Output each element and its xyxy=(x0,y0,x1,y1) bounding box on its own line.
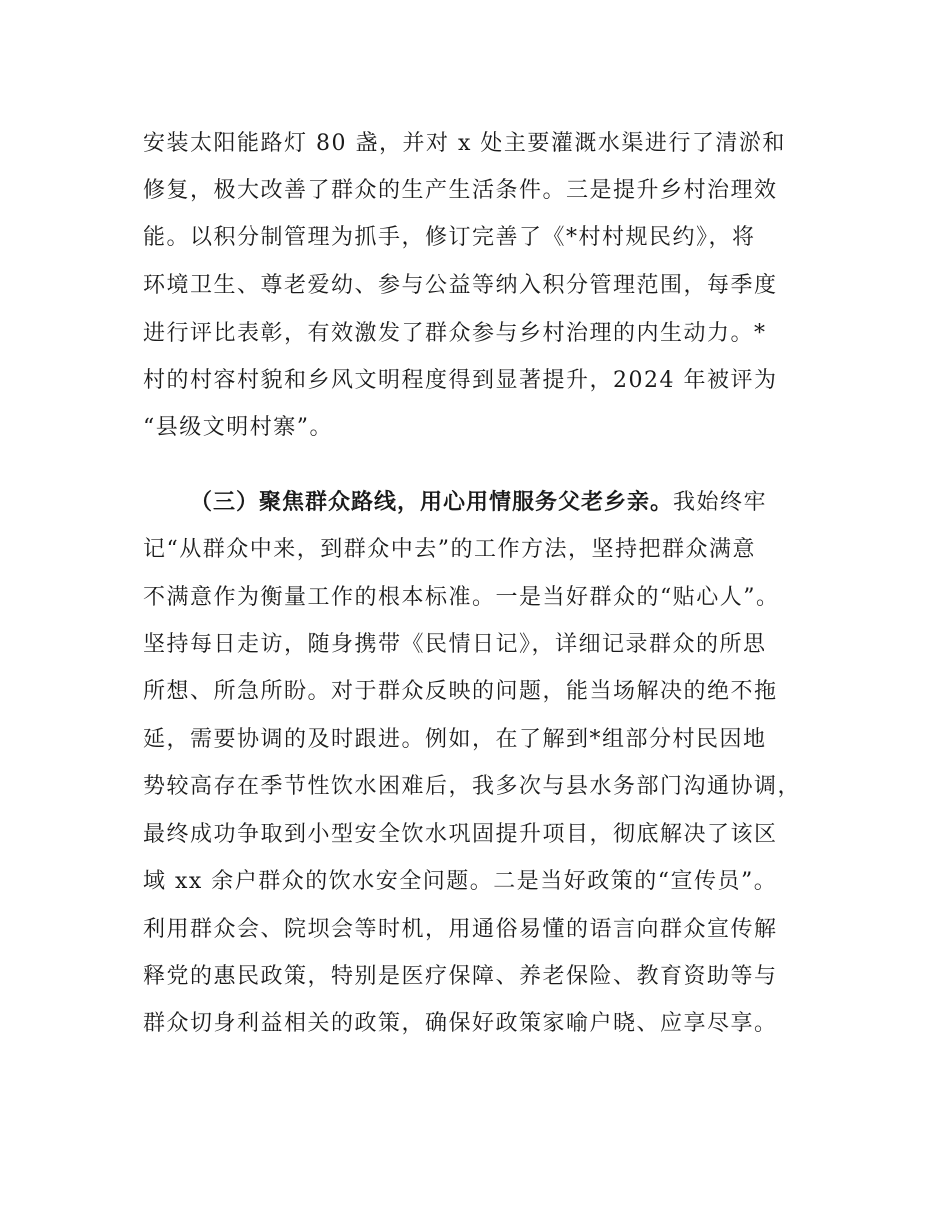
paragraph-2-first-line-text: 我始终牢 xyxy=(673,490,768,515)
paragraph-2-line-11: 群众切身利益相关的政策，确保好政策家喻户晓、应享尽享。 xyxy=(143,1011,778,1036)
paragraph-1-line-7: “县级文明村寨”。 xyxy=(143,415,333,440)
section-heading: （三）聚焦群众路线，用心用情服务父老乡亲。 xyxy=(190,490,674,515)
paragraph-2-first-line xyxy=(190,489,767,517)
paragraph-2-line-7: 最终成功争取到小型安全饮水巩固提升项目，彻底解决了该区 xyxy=(143,822,778,847)
paragraph-1-line-1: 安装太阳能路灯 80 盏，并对 x 处主要灌溉水渠进行了清淤和 xyxy=(143,131,786,156)
paragraph-2-line-5: 延，需要协调的及时跟进。例如，在了解到*组部分村民因地 xyxy=(143,727,767,752)
paragraph-2-line-4: 所想、所急所盼。对于群众反映的问题，能当场解决的绝不拖 xyxy=(143,679,778,704)
paragraph-2-line-3: 坚持每日走访，随身携带《民情日记》，详细记录群众的所思 xyxy=(143,632,767,657)
paragraph-2-line-1: 记“从群众中来，到群众中去”的工作方法，坚持把群众满意 xyxy=(143,537,756,562)
paragraph-1-line-6: 村的村容村貌和乡风文明程度得到显著提升，2024 年被评为 xyxy=(143,368,778,393)
paragraph-1-line-2: 修复，极大改善了群众的生产生活条件。三是提升乡村治理效 xyxy=(143,178,778,203)
paragraph-2-line-2: 不满意作为衡量工作的根本标准。一是当好群众的“贴心人”。 xyxy=(143,585,780,610)
paragraph-2-line-9: 利用群众会、院坝会等时机，用通俗易懂的语言向群众宣传解 xyxy=(143,917,778,942)
paragraph-2-line-10: 释党的惠民政策，特别是医疗保障、养老保险、教育资助等与 xyxy=(143,964,778,989)
paragraph-1-line-4: 环境卫生、尊老爱幼、参与公益等纳入积分管理范围，每季度 xyxy=(143,273,778,298)
paragraph-1-line-3: 能。以积分制管理为抓手，修订完善了《*村村规民约》，将 xyxy=(143,225,756,250)
paragraph-2-line-8: 域 xx 余户群众的饮水安全问题。二是当好政策的“宣传员”。 xyxy=(143,869,778,894)
paragraph-2-line-6: 势较高存在季节性饮水困难后，我多次与县水务部门沟通协调， xyxy=(143,774,802,799)
paragraph-1-line-5: 进行评比表彰，有效激发了群众参与乡村治理的内生动力。* xyxy=(143,321,767,346)
